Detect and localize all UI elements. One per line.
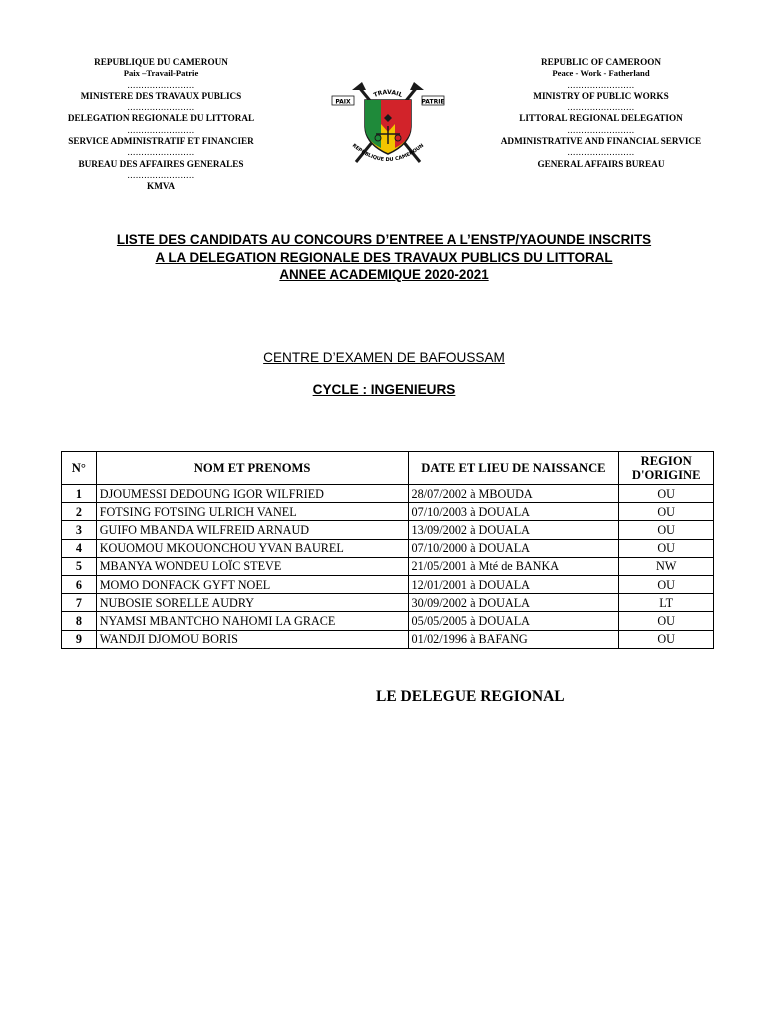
- title-line-3: ANNEE ACADEMIQUE 2020-2021: [279, 267, 489, 282]
- cell-number: 9: [62, 630, 97, 648]
- cell-number: 2: [62, 503, 97, 521]
- header-english: [478, 57, 724, 170]
- service-fr: SERVICE ADMINISTRATIF ET FINANCIER: [68, 136, 254, 147]
- service-en: ADMINISTRATIVE AND FINANCIAL SERVICE: [500, 136, 702, 147]
- reference-code: KMVA: [147, 181, 175, 192]
- cell-name: MBANYA WONDEU LOÏC STEVE: [96, 557, 408, 575]
- emblem-text-top: TRAVAIL: [372, 88, 404, 99]
- separator: ........................: [127, 147, 195, 158]
- table-row: [62, 575, 714, 593]
- cell-birth: 28/07/2002 à MBOUDA: [408, 485, 619, 503]
- signature-title: LE DELEGUE REGIONAL: [376, 688, 565, 705]
- cell-region: OU: [619, 612, 714, 630]
- exam-centre: CENTRE D’EXAMEN DE BAFOUSSAM: [263, 350, 505, 365]
- cell-region: OU: [619, 630, 714, 648]
- separator: ........................: [567, 124, 635, 135]
- cell-name: GUIFO MBANDA WILFREID ARNAUD: [96, 521, 408, 539]
- separator: ........................: [127, 79, 195, 90]
- cell-birth: 21/05/2001 à Mté de BANKA: [408, 557, 619, 575]
- candidates-table: [61, 451, 714, 649]
- separator: ........................: [567, 147, 635, 158]
- cell-region: OU: [619, 539, 714, 557]
- cell-region: OU: [619, 503, 714, 521]
- cell-birth: 05/05/2005 à DOUALA: [408, 612, 619, 630]
- cell-birth: 30/09/2002 à DOUALA: [408, 594, 619, 612]
- emblem-text-left: PAIX: [335, 98, 351, 106]
- cell-number: 6: [62, 575, 97, 593]
- separator: ........................: [127, 102, 195, 113]
- cell-region: OU: [619, 575, 714, 593]
- table-row: [62, 594, 714, 612]
- separator: ........................: [567, 102, 635, 113]
- separator: ........................: [567, 79, 635, 90]
- document-title: [0, 231, 768, 284]
- header-french: [50, 57, 272, 193]
- cell-name: FOTSING FOTSING ULRICH VANEL: [96, 503, 408, 521]
- cell-birth: 12/01/2001 à DOUALA: [408, 575, 619, 593]
- cameroon-coat-of-arms-icon: [322, 74, 454, 168]
- cell-region: LT: [619, 594, 714, 612]
- bureau-en: GENERAL AFFAIRS BUREAU: [537, 158, 665, 169]
- delegation-fr: DELEGATION REGIONALE DU LITTORAL: [67, 113, 255, 124]
- motto-en: Peace - Work - Fatherland: [552, 68, 650, 79]
- separator: ........................: [127, 169, 195, 180]
- title-line-1: LISTE DES CANDIDATS AU CONCOURS D’ENTREE A L’ENSTP/YAOUNDE INSCRITS: [116, 232, 652, 247]
- motto-fr: Paix –Travail-Patrie: [123, 68, 199, 79]
- cell-name: MOMO DONFACK GYFT NOEL: [96, 575, 408, 593]
- country-name-fr: REPUBLIQUE DU CAMEROUN: [94, 57, 228, 67]
- table-row: [62, 630, 714, 648]
- svg-text:TRAVAIL: [373, 89, 404, 99]
- cell-region: OU: [619, 521, 714, 539]
- title-line-2: A LA DELEGATION REGIONALE DES TRAVAUX PUBLICS DU LITTORAL: [155, 249, 613, 265]
- table-row: [62, 503, 714, 521]
- table-header-row: [62, 452, 714, 485]
- table-row: [62, 612, 714, 630]
- separator: ........................: [127, 124, 195, 135]
- cell-number: 7: [62, 594, 97, 612]
- cell-number: 8: [62, 612, 97, 630]
- ministry-fr: MINISTERE DES TRAVAUX PUBLICS: [80, 90, 242, 101]
- cell-number: 5: [62, 557, 97, 575]
- cell-name: KOUOMOU MKOUONCHOU YVAN BAUREL: [96, 539, 408, 557]
- cell-region: OU: [619, 485, 714, 503]
- table-row: [62, 539, 714, 557]
- emblem-text-bottom: REPUBLIQUE DU CAMEROUN: [350, 142, 426, 164]
- cell-name: WANDJI DJOMOU BORIS: [96, 630, 408, 648]
- cell-name: DJOUMESSI DEDOUNG IGOR WILFRIED: [96, 485, 408, 503]
- delegation-en: LITTORAL REGIONAL DELEGATION: [519, 113, 683, 124]
- bureau-fr: BUREAU DES AFFAIRES GENERALES: [78, 158, 244, 169]
- cell-birth: 13/09/2002 à DOUALA: [408, 521, 619, 539]
- column-header-number: N°: [62, 452, 97, 485]
- cell-number: 4: [62, 539, 97, 557]
- table-row: [62, 557, 714, 575]
- column-header-region: REGION D'ORIGINE: [619, 452, 714, 485]
- column-header-birth: DATE ET LIEU DE NAISSANCE: [408, 452, 619, 485]
- emblem-text-right: PATRIE: [421, 98, 445, 106]
- cycle-label: CYCLE : INGENIEURS: [312, 382, 456, 397]
- table-row: [62, 521, 714, 539]
- cell-name: NUBOSIE SORELLE AUDRY: [96, 594, 408, 612]
- cell-number: 1: [62, 485, 97, 503]
- cell-birth: 07/10/2003 à DOUALA: [408, 503, 619, 521]
- cell-birth: 01/02/1996 à BAFANG: [408, 630, 619, 648]
- column-header-name: NOM ET PRENOMS: [96, 452, 408, 485]
- country-name-en: REPUBLIC OF CAMEROON: [540, 57, 662, 67]
- cell-birth: 07/10/2000 à DOUALA: [408, 539, 619, 557]
- cell-region: NW: [619, 557, 714, 575]
- cell-name: NYAMSI MBANTCHO NAHOMI LA GRACE: [96, 612, 408, 630]
- cell-number: 3: [62, 521, 97, 539]
- ministry-en: MINISTRY OF PUBLIC WORKS: [533, 90, 669, 101]
- table-row: [62, 485, 714, 503]
